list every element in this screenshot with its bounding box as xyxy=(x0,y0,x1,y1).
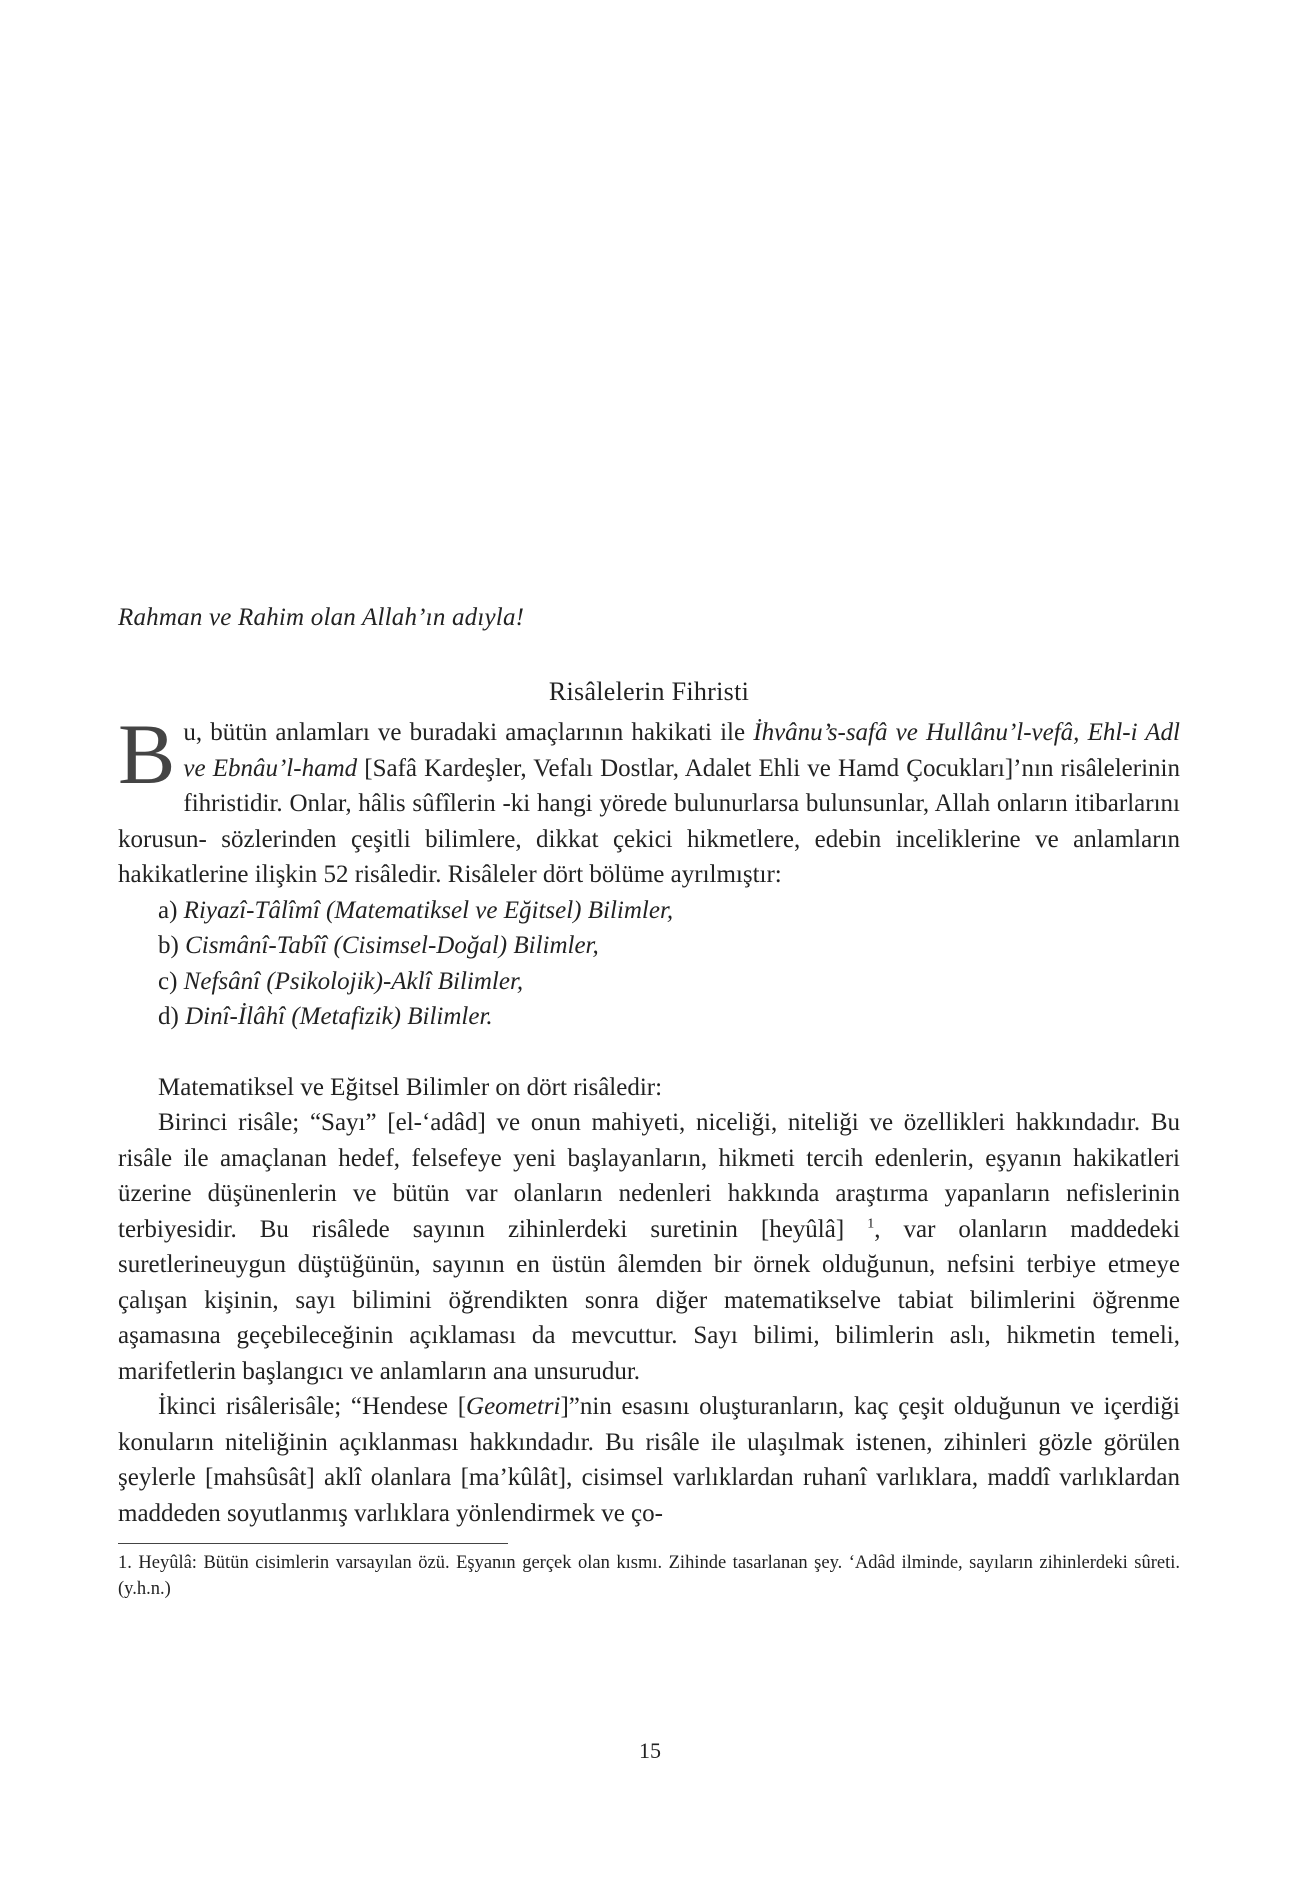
intro-italic-names: İhvânu’s-safâ ve Hullânu’l-vefâ, Ehl-i Adl ve Ebnâu’l-hamd xyxy=(183,719,1180,782)
section-list xyxy=(118,893,1180,1035)
list-item: a) Riyazî-Tâlîmî (Matematiksel ve Eğitsel) Bilimler, xyxy=(158,896,674,924)
paragraph-second-treatise: İkinci risâlerisâle; “Hendese [Geometri]”nin esasını oluşturanların, kaç çeşit olduğunun ve içerdiği konuların niteliğinin açıklanması hakkındadır. Bu risâle ile ulaşılmak istenen, zihinleri gözle görülen şeylerle [mahsûsât] aklî olanlara [ma’kûlât], cisimsel varlıklardan ruhanî varlıklara, maddî varlıklardan maddeden soyutlanmış varlıklara yönlendirmek ve ço- xyxy=(118,1393,1181,1527)
section-title: Risâlelerin Fihristi xyxy=(548,676,750,706)
footnote: 1. Heyûlâ: Bütün cisimlerin varsayılan özü. Eşyanın gerçek olan kısmı. Zihinde tasarlanan şey. ‘Adâd ilminde, sayıların zihinlerdeki sûreti. (y.h.n.) xyxy=(118,1553,1180,1599)
intro-start: u, bütün anlamları ve buradaki amaçlarının hakikati ile xyxy=(183,719,754,746)
paragraph-first-treatise: Birinci risâle; “Sayı” [el-‘adâd] ve onun mahiyeti, niceliği, niteliği ve özellikleri hakkındadır. Bu risâle ile amaçlanan hedef, felsefeye yeni başlayanların, hikmeti tercih edenlerin, eşyanın hakikatleri üzerine düşünenlerin ve bütün var olanların nedenleri hakkında araştırma yapanların nefislerinin terbiyesidir. Bu risâlede sayının zihinlerdeki suretinin [heyûlâ] $^1$, var olanların maddedeki suretlerineuygun düştüğünün, sayının en üstün âlemden bir örnek olduğunun, nefsini terbiye etmeye çalışan kişinin, sayı bilimini öğrendikten sonra diğer matematikselve tabiat bilimlerini öğrenme aşamasına geçebileceğinin açıklaması da mevcuttur. Sayı bilimi, bilimlerin aslı, hikmetin temeli, marifetlerin başlangıcı ve anlamların ana unsurudur. xyxy=(118,1109,1180,1385)
intro-paragraph xyxy=(118,706,1180,893)
page-number: 15 xyxy=(639,1738,661,1763)
footnote-ref[interactable]: 1 xyxy=(867,1216,875,1232)
list-item: b) Cismânî-Tabîî (Cisimsel-Doğal) Bilimler, xyxy=(158,932,599,959)
intro-rest: [Safâ Kardeşler, Vefalı Dostlar, Adalet Ehli ve Hamd Çocukları]’nın risâlelerinin fihristidir. Onlar, hâlis sûfîlerin -ki hangi yörede bulunurlarsa bulunsunlar, Allah onların itibarlarını korusun- sözlerinden çeşitli bilimlere, dikkat çekici hikmetlere, edebin inceliklerine ve anlamların hakikatlerine ilişkin 52 risâledir. Risâleler dört bölüme ayrılmıştır: xyxy=(118,754,1180,888)
page-content xyxy=(118,600,1180,1602)
list-item: c) Nefsânî (Psikolojik)-Aklî Bilimler, xyxy=(158,967,524,995)
footnote-divider xyxy=(118,1543,508,1544)
bismillah-line: Rahman ve Rahim olan Allah’ın adıyla! xyxy=(118,604,525,631)
list-item: d) Dinî-İlâhî (Metafizik) Bilimler. xyxy=(158,1003,493,1030)
dropcap-letter: B xyxy=(118,706,176,802)
spacer xyxy=(118,1035,1180,1070)
math-heading: Matematiksel ve Eğitsel Bilimler on dört risâledir: xyxy=(158,1073,663,1101)
